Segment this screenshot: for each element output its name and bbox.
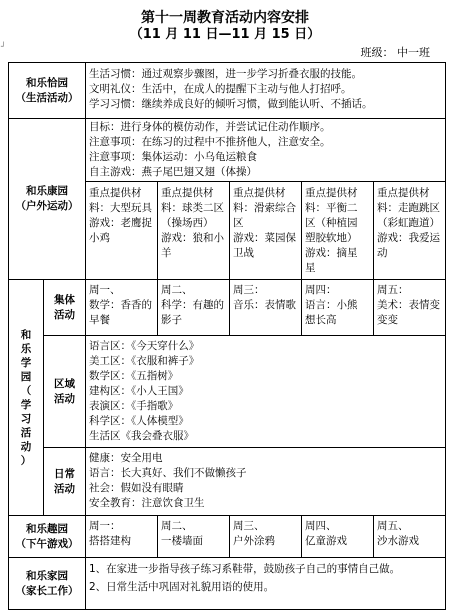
family-section-subtitle: （家长工作） (15, 584, 79, 597)
class-name: 中一班 (397, 46, 430, 59)
area-line: 数学区：《五指树》 (89, 370, 179, 382)
outdoor-day-text: 卫战 (233, 247, 254, 259)
area-activity-label (44, 336, 86, 448)
outdoor-day-text: 重点提供材 (305, 187, 358, 199)
group-day-text: 数学：香香的 (89, 299, 152, 311)
learning-section-char: ） (20, 454, 32, 467)
outdoor-day-text: 区（种植园 (305, 217, 358, 229)
outdoor-day-text: 重点提供材 (233, 187, 286, 199)
afternoon-row (9, 516, 446, 558)
afternoon-day-4 (302, 516, 374, 558)
life-line: 文明礼仪：生活中，在成人的提醒下主动与他人打招呼。 (89, 83, 352, 95)
outdoor-line: 自主游戏：燕子尾巴翅又翅（体操） (89, 166, 257, 178)
outdoor-day-text: 游戏：我爱运 (377, 232, 440, 244)
learning-section-char: 习 (20, 412, 32, 425)
outdoor-section-header (9, 119, 86, 280)
group-activity-label (44, 280, 86, 336)
sub-label-text: 活动 (54, 392, 75, 405)
life-section-header (9, 63, 86, 119)
group-day-text: 变变 (377, 314, 398, 326)
corner-mark: ┘ (1, 42, 6, 51)
group-day-text: 周四： (305, 284, 337, 296)
family-line: 2、日常生活中巩固对礼貌用语的使用。 (89, 581, 275, 593)
outdoor-day-text: 塑胶软地） (305, 232, 358, 244)
outdoor-day-1 (86, 182, 158, 280)
life-content (86, 63, 446, 119)
area-line: 美工区：《衣服和裤子》 (89, 355, 200, 367)
afternoon-day-text: 周一： (89, 520, 121, 532)
outdoor-line: 注意事项：在练习的过程中不推挤他人，注意安全。 (89, 136, 331, 148)
outdoor-day-text: 羊 (161, 247, 172, 259)
daily-line: 社会：假如没有眼睛 (89, 482, 184, 494)
outdoor-day-text: 动 (377, 247, 388, 259)
group-day-text: 周一、 (89, 284, 121, 296)
group-day-text: 影子 (161, 314, 182, 326)
outdoor-day-text: 区 (233, 217, 244, 229)
group-day-3 (230, 280, 302, 336)
learning-section-char: 活 (20, 426, 32, 439)
group-day-text: 美术：表情变 (377, 299, 440, 311)
outdoor-day-text: 料：平衡二 (305, 202, 358, 214)
afternoon-day-text: 一楼墙面 (161, 535, 203, 547)
family-row (9, 558, 446, 610)
daily-line: 语言：长大真好、我们不做懒孩子 (89, 467, 247, 479)
page-title: 第十一周教育活动内容安排 (141, 10, 309, 26)
family-section-header (9, 558, 86, 610)
area-line: 表演区：《手指歌》 (89, 400, 179, 412)
afternoon-day-1 (86, 516, 158, 558)
outdoor-day-5 (374, 182, 446, 280)
learning-section-header (9, 280, 44, 516)
outdoor-day-text: （彩虹跑道） (377, 217, 440, 229)
daily-content (86, 448, 446, 516)
outdoor-day-text: 游戏：菜园保 (233, 232, 296, 244)
group-day-text: 周五： (377, 284, 409, 296)
group-day-text: 早餐 (89, 314, 110, 326)
group-day-text: 语言：小熊 (305, 299, 358, 311)
life-line: 生活习惯：通过观察步骤图，进一步学习折叠衣服的技能。 (89, 68, 362, 80)
outdoor-day-text: 料：球类二区 (161, 202, 224, 214)
sub-label-text: 区域 (54, 377, 75, 390)
outdoor-day-text: 料：大型玩具 (89, 202, 152, 214)
outdoor-day-text: 游戏：摘星 (305, 247, 358, 259)
group-day-text: 想长高 (305, 314, 337, 326)
outdoor-day-3 (230, 182, 302, 280)
outdoor-day-text: 游戏：老鹰捉 (89, 217, 152, 229)
outdoor-day-text: 游戏：狼和小 (161, 232, 224, 244)
learning-daily-row (9, 448, 446, 516)
learning-area-row (9, 336, 446, 448)
afternoon-day-text: 周四、 (305, 520, 337, 532)
group-day-text: 周二、 (161, 284, 193, 296)
afternoon-section-header (9, 516, 86, 558)
date-range: （11 月 11 日—11 月 15 日） (129, 27, 321, 42)
life-row (9, 63, 446, 119)
area-line: 建构区：《小人王国》 (89, 385, 189, 397)
daily-line: 健康：安全用电 (89, 452, 163, 464)
group-day-2 (158, 280, 230, 336)
area-line: 语言区：《今天穿什么》 (89, 340, 200, 352)
afternoon-day-5 (374, 516, 446, 558)
outdoor-day-text: 星 (305, 262, 316, 274)
afternoon-day-text: 搭搭建构 (89, 535, 131, 547)
outdoor-day-text: 重点提供材 (377, 187, 430, 199)
afternoon-section-title: 和乐趣园 (26, 522, 68, 535)
group-day-text: 周三： (233, 284, 265, 296)
outdoor-row-top (9, 119, 446, 182)
afternoon-section-subtitle: （下午游戏） (15, 537, 79, 550)
outdoor-day-text: 料：滑索综合 (233, 202, 296, 214)
afternoon-day-text: 亿童游戏 (305, 535, 347, 547)
afternoon-day-text: 沙水游戏 (377, 535, 419, 547)
learning-section-char: 学 (20, 356, 32, 369)
family-content (86, 558, 446, 610)
class-info (361, 44, 431, 60)
afternoon-day-text: 周二、 (161, 520, 193, 532)
learning-section-char: 动 (20, 440, 32, 453)
sub-label-text: 集体 (54, 293, 75, 306)
daily-line: 安全教育：注意饮食卫生 (89, 497, 205, 509)
learning-section-char: 学 (20, 398, 32, 411)
life-section-subtitle: （生活活动） (15, 91, 79, 104)
group-day-5 (374, 280, 446, 336)
group-day-text: 音乐：表情歌 (233, 299, 296, 311)
learning-section-char: 乐 (20, 342, 32, 355)
afternoon-day-3 (230, 516, 302, 558)
afternoon-day-text: 户外涂鸦 (233, 535, 275, 547)
outdoor-day-text: 小鸡 (89, 232, 110, 244)
sub-label-text: 活动 (54, 308, 75, 321)
outdoor-day-text: 重点提供材 (161, 187, 214, 199)
learning-section-char: （ (20, 384, 32, 397)
outdoor-day-2 (158, 182, 230, 280)
learning-group-row (9, 280, 446, 336)
outdoor-section-subtitle: （户外运动） (15, 200, 79, 212)
outdoor-line: 注意事项：集体运动：小乌龟运粮食 (89, 151, 257, 163)
family-line: 1、在家进一步指导孩子练习系鞋带，鼓励孩子自己的事情自己做。 (89, 563, 401, 575)
family-section-title: 和乐家园 (26, 569, 68, 582)
class-label: 班级： (360, 46, 394, 59)
outdoor-day-4 (302, 182, 374, 280)
area-line: 科学区：《人体模型》 (89, 415, 189, 427)
afternoon-day-text: 周三、 (233, 520, 265, 532)
schedule-table (8, 62, 446, 610)
outdoor-content (86, 119, 446, 182)
afternoon-day-2 (158, 516, 230, 558)
outdoor-day-text: 料：走跑跳区 (377, 202, 440, 214)
life-section-title: 和乐恰园 (26, 76, 68, 89)
group-day-1 (86, 280, 158, 336)
daily-activity-label (44, 448, 86, 516)
outdoor-day-text: 重点提供材 (89, 187, 142, 199)
outdoor-day-text: （操场西） (161, 217, 214, 229)
group-day-4 (302, 280, 374, 336)
afternoon-day-text: 周五、 (377, 520, 409, 532)
sub-label-text: 活动 (54, 482, 75, 495)
sub-label-text: 日常 (54, 467, 75, 480)
learning-section-char: 和 (20, 328, 32, 341)
group-day-text: 科学：有趣的 (161, 299, 224, 311)
learning-section-char: 园 (20, 370, 32, 383)
outdoor-section-title: 和乐康园 (26, 185, 68, 197)
area-line: 生活区《我会叠衣服》 (89, 430, 194, 442)
outdoor-line: 目标：进行身体的模仿动作，并尝试记住动作顺序。 (89, 121, 331, 133)
life-line: 学习习惯：继续养成良好的倾听习惯，做到能认听、不插话。 (89, 98, 373, 110)
area-content (86, 336, 446, 448)
